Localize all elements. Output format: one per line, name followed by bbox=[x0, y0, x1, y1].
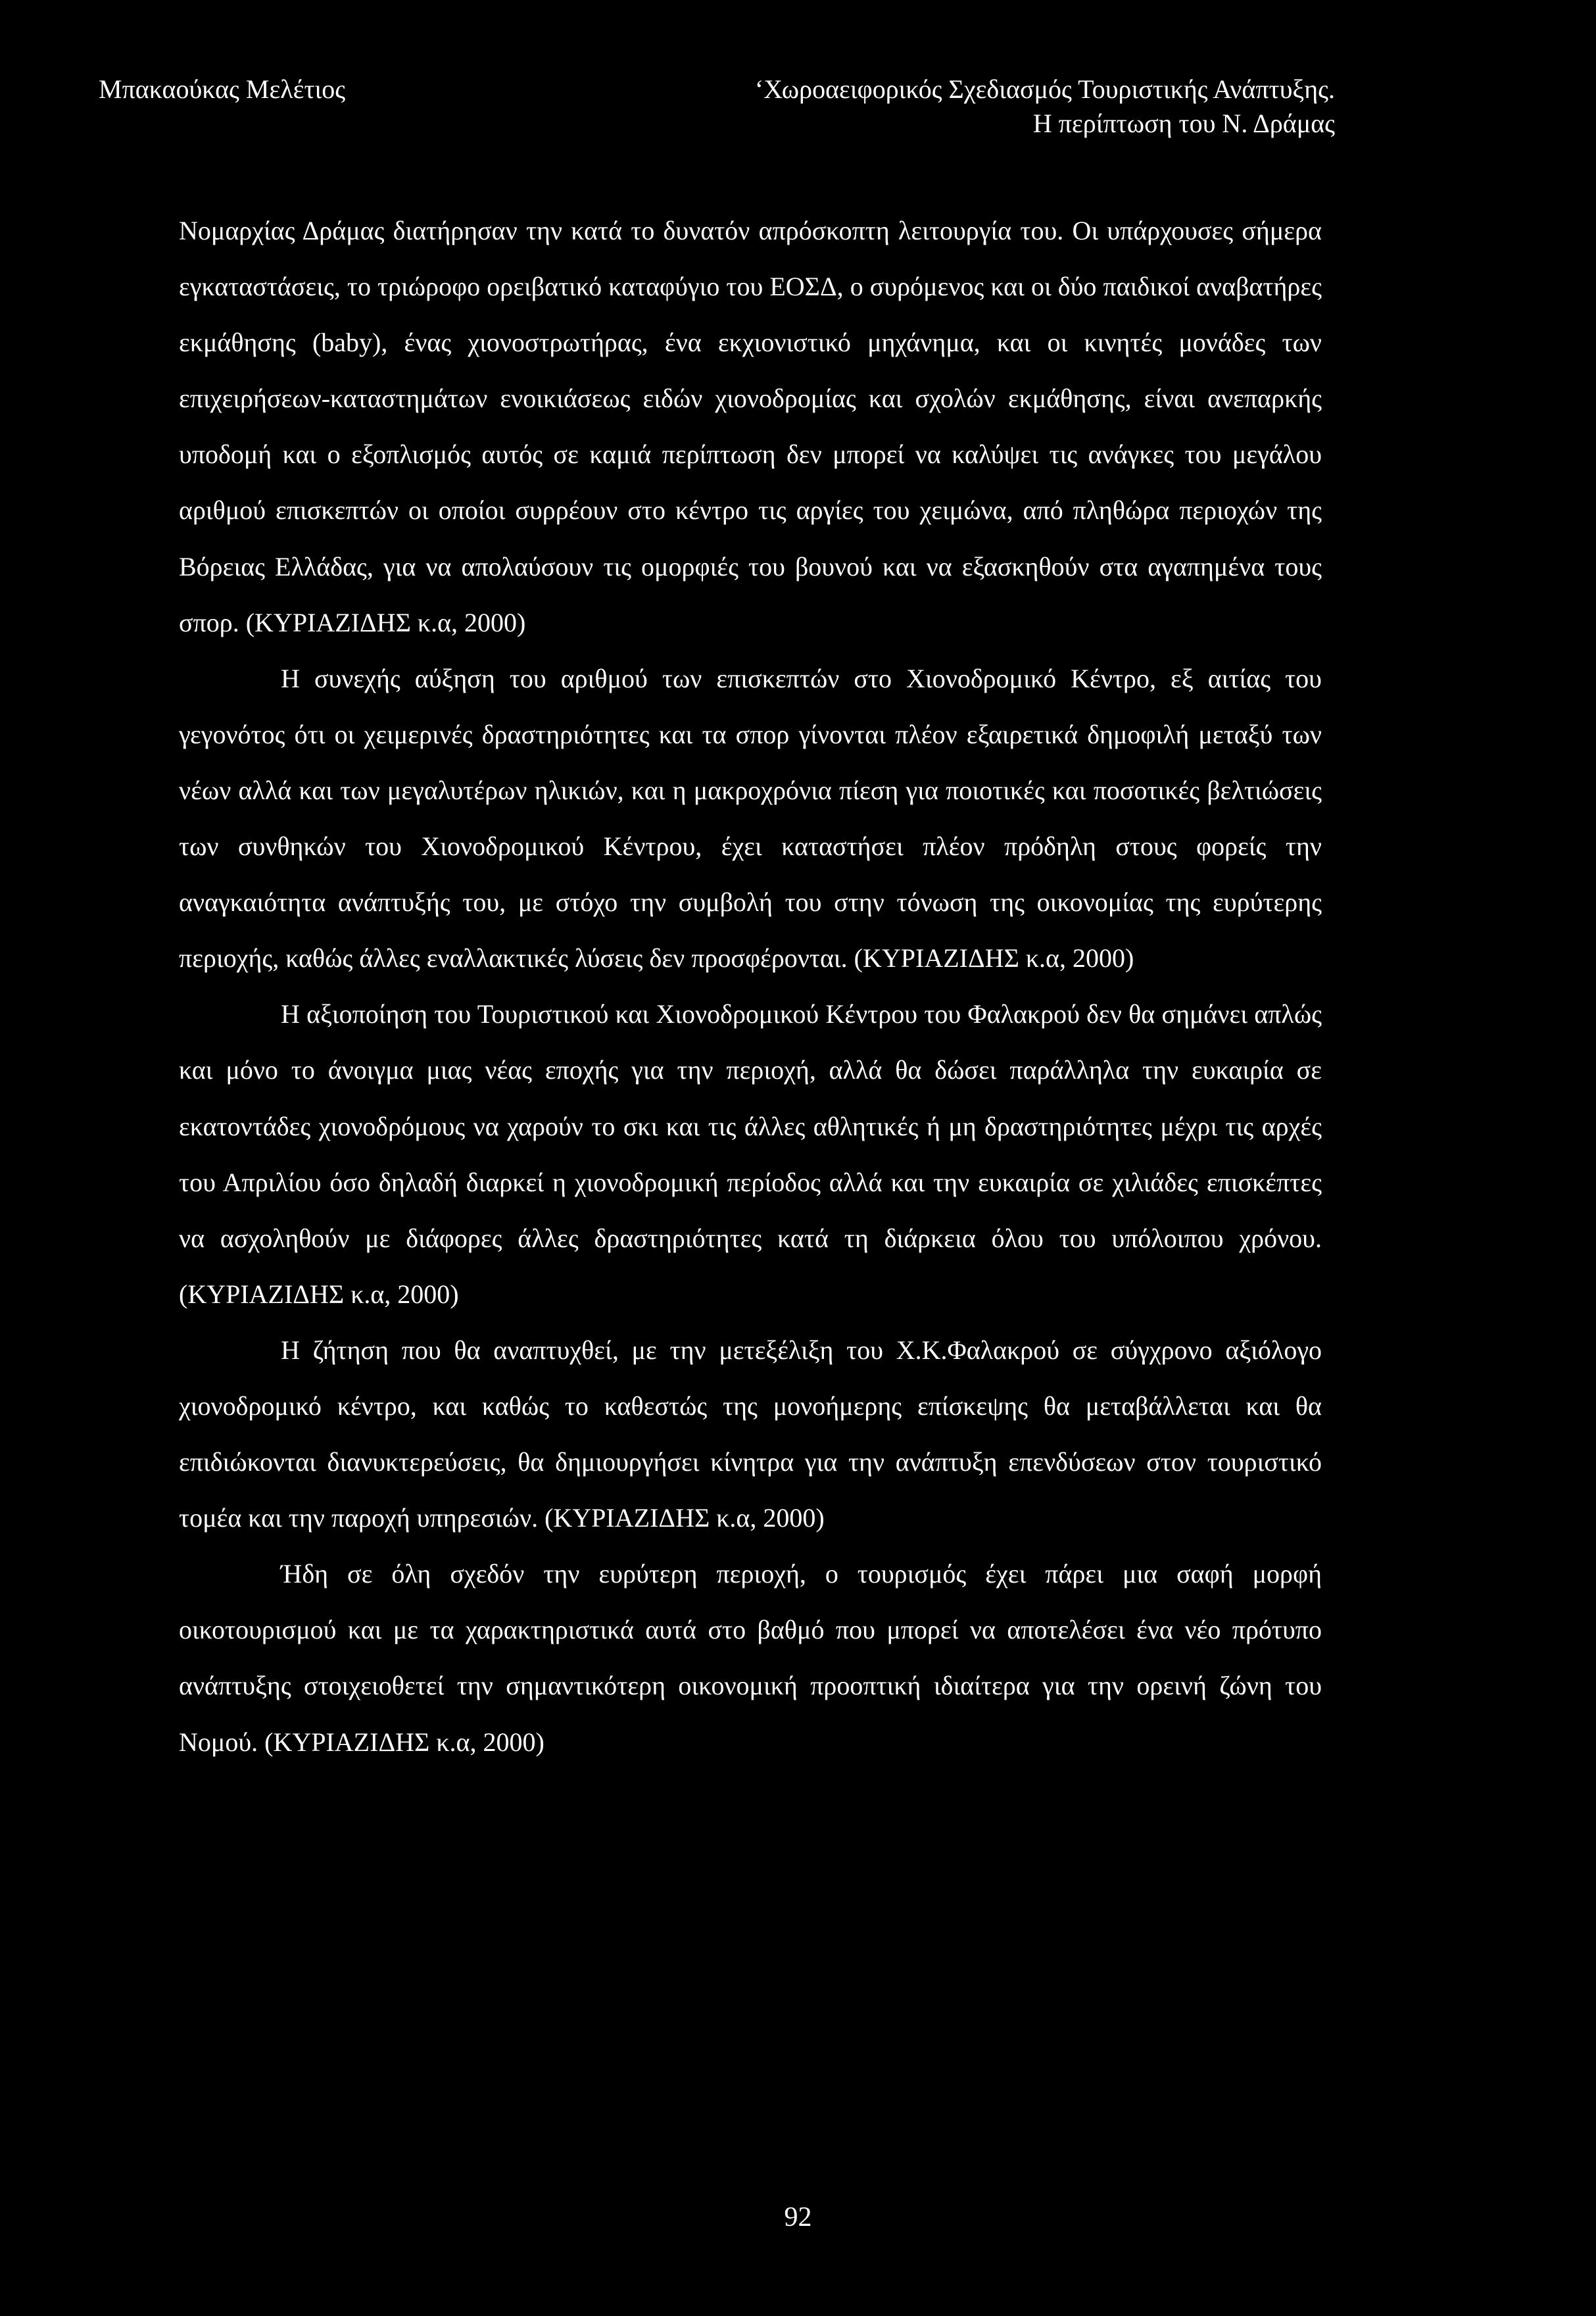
body-text bbox=[179, 203, 1322, 1770]
paragraph-1: Νομαρχίας Δράμας διατήρησαν την κατά το δυνατόν απρόσκοπτη λειτουργία του. Οι υπάρχουσες σήμερα εγκαταστάσεις, το τριώροφο ορειβατικό καταφύγιο του ΕΟΣΔ, ο συρόμενος και οι δύο παιδικοί αναβατήρες εκμάθησης (baby), ένας χιονοστρωτήρας, ένα εκχιονιστικό μηχάνημα, και οι κινητές μονάδες των επιχειρήσεων-καταστημάτων ενοικιάσεως ειδών χιονοδρομίας και σχολών εκμάθησης, είναι ανεπαρκής υποδομή και ο εξοπλισμός αυτός σε καμιά περίπτωση δεν μπορεί να καλύψει τις ανάγκες του μεγάλου αριθμού επισκεπτών οι οποίοι συρρέουν στο κέντρο τις αργίες του χειμώνα, από πληθώρα περιοχών της Βόρειας Ελλάδας, για να απολαύσουν τις ομορφιές του βουνού και να εξασκηθούν στα αγαπημένα τους σπορ. (ΚΥΡΙΑΖΙΔΗΣ κ.α, 2000) bbox=[179, 216, 1322, 637]
header-title-line-2: Η περίπτωση του Ν. Δράμας bbox=[1032, 109, 1335, 138]
paragraph-2: Η συνεχής αύξηση του αριθμού των επισκεπτών στο Χιονοδρομικό Κέντρο, εξ αιτίας του γεγονότος ότι οι χειμερινές δραστηριότητες και τα σπορ γίνονται πλέον εξαιρετικά δημοφιλή μεταξύ των νέων αλλά και των μεγαλυτέρων ηλικιών, και η μακροχρόνια πίεση για ποιοτικές και ποσοτικές βελτιώσεις των συνθηκών του Χιονοδρομικού Κέντρου, έχει καταστήσει πλέον πρόδηλη στους φορείς την αναγκαιότητα ανάπτυξής του, με στόχο την συμβολή του στην τόνωση της οικονομίας της ευρύτερης περιοχής, καθώς άλλες εναλλακτικές λύσεις δεν προσφέρονται. (ΚΥΡΙΑΖΙΔΗΣ κ.α, 2000) bbox=[179, 663, 1322, 973]
paragraph-3: Η αξιοποίηση του Τουριστικού και Χιονοδρομικού Κέντρου του Φαλακρού δεν θα σημάνει απλώς και μόνο το άνοιγμα μιας νέας εποχής για την περιοχή, αλλά θα δώσει παράλληλα την ευκαιρία σε εκατοντάδες χιονοδρόμους να χαρούν το σκι και τις άλλες αθλητικές ή μη δραστηριότητες μέχρι τις αρχές του Απριλίου όσο δηλαδή διαρκεί η χιονοδρομική περίοδος αλλά και την ευκαιρία σε χιλιάδες επισκέπτες να ασχοληθούν με διάφορες άλλες δραστηριότητες κατά τη διάρκεια όλου του υπόλοιπου χρόνου. (ΚΥΡΙΑΖΙΔΗΣ κ.α, 2000) bbox=[179, 999, 1322, 1309]
header-title bbox=[572, 72, 1335, 141]
header-title-line-1: ‘Χωροαειφορικός Σχεδιασμός Τουριστικής Ανάπτυξης. bbox=[754, 74, 1335, 104]
header-author: Μπακαούκας Μελέτιος bbox=[99, 74, 346, 104]
paragraph-5: Ήδη σε όλη σχεδόν την ευρύτερη περιοχή, ο τουρισμός έχει πάρει μια σαφή μορφή οικοτουρισμού και με τα χαρακτηριστικά αυτά στο βαθμό που μπορεί να αποτελέσει ένα νέο πρότυπο ανάπτυξης στοιχειοθετεί την σημαντικότερη οικονομική προοπτική ιδιαίτερα για την ορεινή ζώνη του Νομού. (ΚΥΡΙΑΖΙΔΗΣ κ.α, 2000) bbox=[179, 1559, 1322, 1757]
page-number: 92 bbox=[784, 2202, 812, 2232]
paragraph-4: Η ζήτηση που θα αναπτυχθεί, με την μετεξέλιξη του Χ.Κ.Φαλακρού σε σύγχρονο αξιόλογο χιονοδρομικό κέντρο, και καθώς το καθεστώς της μονοήμερης επίσκεψης θα μεταβάλλεται και θα επιδιώκονται διανυκτερεύσεις, θα δημιουργήσει κίνητρα για την ανάπτυξη επενδύσεων στον τουριστικό τομέα και την παροχή υπηρεσιών. (ΚΥΡΙΑΖΙΔΗΣ κ.α, 2000) bbox=[179, 1335, 1322, 1533]
